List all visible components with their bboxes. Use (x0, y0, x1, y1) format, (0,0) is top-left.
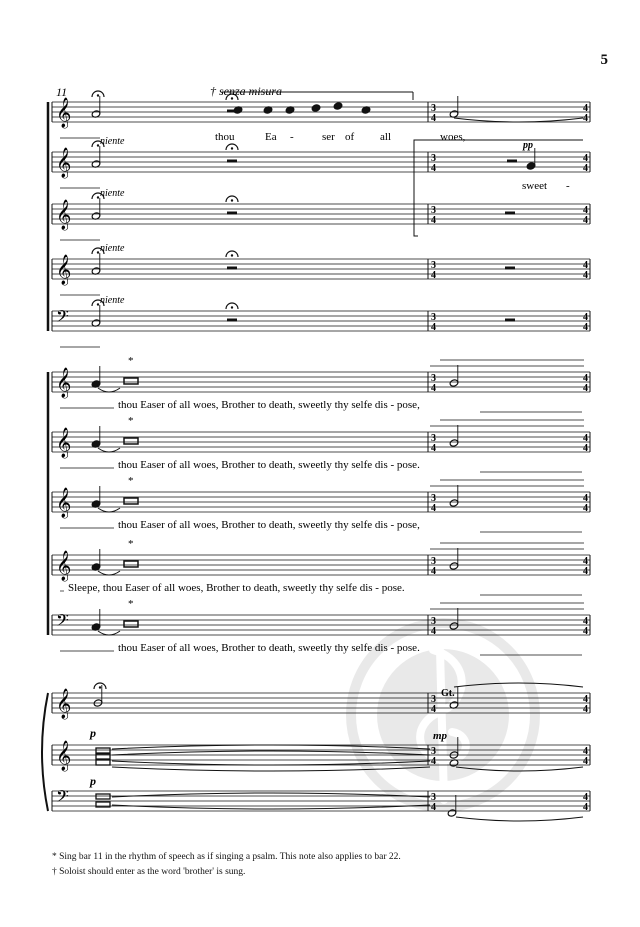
footnote-soloist-entry: † Soloist should enter as the word 'brother' is sung. (52, 867, 246, 877)
tie-line (98, 388, 120, 392)
time-signature-top: 4 (583, 746, 588, 757)
time-signature-bottom: 4 (583, 443, 588, 454)
time-signature-top: 4 (583, 153, 588, 164)
soloist-lyric: - (290, 131, 294, 143)
voice-group-bracket (414, 140, 418, 236)
fermata-dot (231, 254, 233, 256)
page-number: 5 (600, 52, 608, 68)
fermata-dot (97, 94, 99, 96)
time-signature-bottom: 4 (431, 322, 436, 333)
tie-line (112, 793, 430, 797)
note-head (449, 562, 459, 570)
treble-clef-icon: 𝄞 (56, 98, 72, 127)
fermata-dot (231, 199, 233, 201)
soloist-lyric: all (380, 131, 391, 143)
time-signature-top: 4 (583, 694, 588, 705)
whole-rest (227, 267, 237, 270)
time-signature-top: 3 (431, 373, 436, 384)
tie-line (112, 767, 430, 771)
time-signature-bottom: 4 (583, 113, 588, 124)
chorus-lyric: thou Easer of all woes, Brother to death, sweetly thy selfe dis - pose, (118, 399, 420, 411)
time-signature-bottom: 4 (583, 756, 588, 767)
time-signature-bottom: 4 (431, 626, 436, 637)
time-signature-top: 4 (583, 205, 588, 216)
time-signature-top: 3 (431, 153, 436, 164)
note-head (526, 162, 536, 170)
whole-rest (505, 212, 515, 215)
fermata-dot (97, 303, 99, 305)
time-signature-bottom: 4 (431, 270, 436, 281)
treble-clef-icon: 𝄞 (56, 741, 72, 770)
dynamic-p: p (90, 726, 96, 740)
breve-note (124, 621, 138, 627)
staff (52, 693, 590, 713)
asterisk-mark: * (128, 415, 134, 427)
time-signature-bottom: 4 (431, 756, 436, 767)
treble-clef-icon: 𝄞 (56, 368, 72, 397)
piano-brace (42, 693, 48, 811)
time-signature-bottom: 4 (431, 503, 436, 514)
time-signature-bottom: 4 (583, 566, 588, 577)
asterisk-mark: * (128, 538, 134, 550)
whole-rest (505, 319, 515, 322)
bass-clef-icon: 𝄢 (56, 612, 69, 634)
note-head (333, 102, 343, 110)
soloist-lyric: sweet (522, 180, 548, 192)
time-signature-top: 4 (583, 556, 588, 567)
time-signature-top: 3 (431, 312, 436, 323)
treble-clef-icon: 𝄞 (56, 200, 72, 229)
bar-number: 11 (56, 85, 68, 99)
niente-marking: niente (100, 243, 125, 254)
tie-line (98, 571, 120, 575)
dynamic-p: p (90, 774, 96, 788)
note-head (449, 439, 459, 447)
tie-line (454, 118, 583, 122)
breve-note (124, 561, 138, 567)
chord-breve (96, 748, 110, 753)
time-signature-top: 4 (583, 373, 588, 384)
dynamic-pp: pp (523, 140, 533, 151)
soloist-lyric: thou (215, 131, 235, 143)
staff (52, 555, 590, 575)
time-signature-top: 3 (431, 694, 436, 705)
soloist-lyric: of (345, 131, 355, 143)
time-signature-top: 3 (431, 260, 436, 271)
tie-line (98, 448, 120, 452)
time-signature-bottom: 4 (431, 443, 436, 454)
time-signature-top: 3 (431, 616, 436, 627)
time-signature-bottom: 4 (583, 626, 588, 637)
treble-clef-icon: 𝄞 (56, 255, 72, 284)
time-signature-bottom: 4 (583, 215, 588, 226)
fermata-dot (97, 144, 99, 146)
tie-line (98, 508, 120, 512)
senza-misura-marking: † senza misura (210, 84, 283, 98)
time-signature-top: 3 (431, 556, 436, 567)
time-signature-bottom: 4 (431, 215, 436, 226)
whole-rest (505, 267, 515, 270)
tie-line (112, 745, 430, 749)
asterisk-mark: * (128, 355, 134, 367)
time-signature-bottom: 4 (431, 163, 436, 174)
chord-breve (96, 794, 110, 799)
time-signature-bottom: 4 (431, 704, 436, 715)
breve-note (124, 378, 138, 384)
breve-note (124, 498, 138, 504)
tie-line (112, 751, 430, 755)
time-signature-top: 4 (583, 312, 588, 323)
tie-line (98, 631, 120, 635)
treble-clef-icon: 𝄞 (56, 689, 72, 718)
chorus-lyric: thou Easer of all woes, Brother to death, sweetly thy selfe dis - pose. (118, 459, 420, 471)
time-signature-top: 4 (583, 493, 588, 504)
time-signature-top: 4 (583, 433, 588, 444)
chorus-lyric: thou Easer of all woes, Brother to death, sweetly thy selfe dis - pose. (118, 642, 420, 654)
footnotes (52, 850, 612, 880)
bass-clef-icon: 𝄢 (56, 308, 69, 330)
tie-line (456, 817, 583, 821)
chorus-lyric: Sleepe, thou Easer of all woes, Brother to death, sweetly thy selfe dis - pose. (68, 582, 405, 594)
note-head (449, 379, 459, 387)
time-signature-bottom: 4 (583, 802, 588, 813)
time-signature-bottom: 4 (583, 270, 588, 281)
soloist-lyric: - (566, 180, 570, 192)
staff (52, 791, 590, 811)
whole-rest (507, 160, 517, 163)
fermata-dot (97, 196, 99, 198)
treble-clef-icon: 𝄞 (56, 551, 72, 580)
time-signature-top: 3 (431, 433, 436, 444)
time-signature-bottom: 4 (431, 113, 436, 124)
footnote-speech-rhythm: * Sing bar 11 in the rhythm of speech as if singing a psalm. This note also applies to bar 22. (52, 852, 401, 862)
time-signature-top: 4 (583, 260, 588, 271)
note-head (449, 499, 459, 507)
staff (52, 492, 590, 512)
whole-rest (227, 212, 237, 215)
asterisk-mark: * (128, 475, 134, 487)
whole-rest (227, 319, 237, 322)
soloist-lyric: Ea (265, 131, 277, 143)
time-signature-bottom: 4 (431, 383, 436, 394)
niente-marking: niente (100, 136, 125, 147)
fermata-dot (231, 147, 233, 149)
time-signature-bottom: 4 (583, 383, 588, 394)
soloist-lyric: ser (322, 131, 335, 143)
fermata-dot (97, 251, 99, 253)
time-signature-bottom: 4 (431, 566, 436, 577)
dynamic-mp: mp (433, 730, 448, 742)
time-signature-top: 4 (583, 103, 588, 114)
guitar-label: Gt. (441, 688, 455, 699)
whole-rest (227, 160, 237, 163)
soloist-lyric: woes, (440, 131, 466, 143)
time-signature-top: 4 (583, 616, 588, 627)
time-signature-top: 3 (431, 205, 436, 216)
fermata-dot (231, 306, 233, 308)
chord-breve (96, 760, 110, 765)
time-signature-bottom: 4 (583, 503, 588, 514)
time-signature-bottom: 4 (431, 802, 436, 813)
fermata-dot (99, 686, 101, 688)
time-signature-top: 3 (431, 746, 436, 757)
time-signature-top: 3 (431, 493, 436, 504)
chorus-lyric: thou Easer of all woes, Brother to death, sweetly thy selfe dis - pose, (118, 519, 420, 531)
asterisk-mark: * (128, 598, 134, 610)
treble-clef-icon: 𝄞 (56, 488, 72, 517)
treble-clef-icon: 𝄞 (56, 148, 72, 177)
time-signature-top: 4 (583, 792, 588, 803)
time-signature-bottom: 4 (583, 322, 588, 333)
staff (52, 615, 590, 635)
treble-clef-icon: 𝄞 (56, 428, 72, 457)
time-signature-top: 3 (431, 103, 436, 114)
note-head (311, 104, 321, 112)
tie-line (112, 761, 430, 765)
time-signature-top: 3 (431, 792, 436, 803)
bass-clef-icon: 𝄢 (56, 788, 69, 810)
niente-marking: niente (100, 188, 125, 199)
time-signature-bottom: 4 (583, 704, 588, 715)
niente-marking: niente (100, 295, 125, 306)
staff (52, 372, 590, 392)
time-signature-bottom: 4 (583, 163, 588, 174)
staff (52, 102, 590, 122)
staff (52, 432, 590, 452)
breve-note (124, 438, 138, 444)
